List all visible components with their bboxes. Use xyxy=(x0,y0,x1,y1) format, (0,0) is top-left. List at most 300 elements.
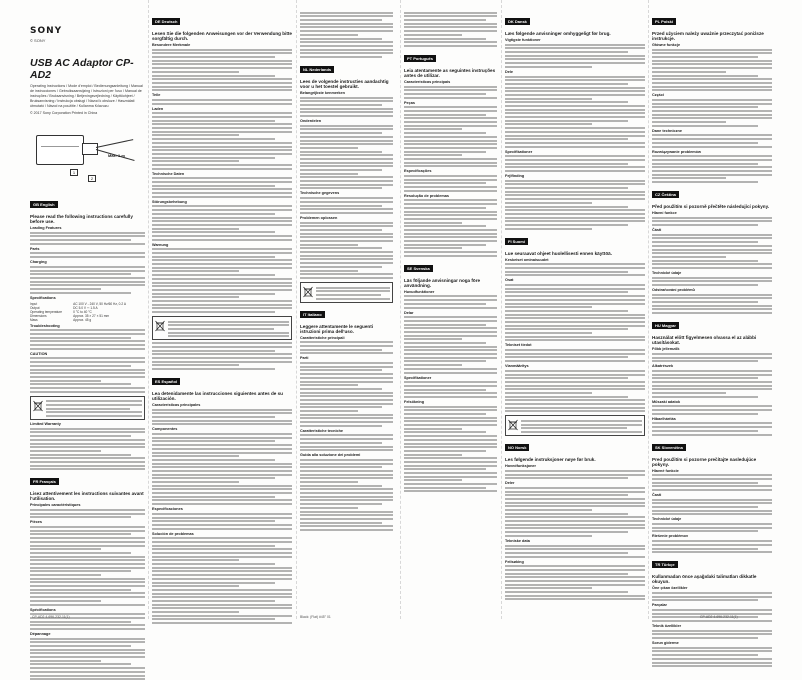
heading-sk: Pred použitím si pozorne prečítajte nasledujúce pokyny. xyxy=(652,456,757,467)
text-line xyxy=(505,580,645,582)
text-line xyxy=(152,120,275,122)
text-line xyxy=(652,596,772,598)
text-line xyxy=(316,290,390,292)
text-line xyxy=(152,134,239,136)
text-line xyxy=(30,671,145,673)
weee-notice xyxy=(30,396,145,420)
text-line xyxy=(505,349,645,351)
text-line xyxy=(152,149,292,151)
text-line xyxy=(505,509,592,511)
text-line xyxy=(152,444,292,446)
text-line xyxy=(404,255,497,257)
text-line xyxy=(652,422,772,424)
paragraph-block xyxy=(152,112,292,169)
heading-cz: Před použitím si pozorně přečtěte následující pokyny. xyxy=(652,204,770,209)
text-line xyxy=(404,233,497,235)
paragraph-block xyxy=(152,342,292,370)
heading-es: Lea detenidamente las instrucciones siguientes antes de su utilización. xyxy=(152,390,283,401)
text-line xyxy=(404,483,497,485)
paragraph-block xyxy=(404,199,497,256)
text-line xyxy=(505,332,592,334)
text-line xyxy=(152,513,292,515)
text-line xyxy=(316,294,381,296)
text-line xyxy=(152,67,292,69)
text-line xyxy=(300,529,393,531)
text-line xyxy=(505,213,645,215)
text-line xyxy=(30,509,145,511)
text-line xyxy=(404,203,497,205)
text-line xyxy=(652,513,772,515)
text-line xyxy=(30,578,145,580)
text-line xyxy=(30,435,131,437)
text-line xyxy=(505,98,592,100)
text-line xyxy=(505,51,628,53)
text-line xyxy=(300,522,382,524)
text-line xyxy=(505,109,645,111)
text-line xyxy=(30,337,131,339)
column-de-es xyxy=(152,10,292,609)
text-line xyxy=(404,89,497,91)
text-line xyxy=(652,482,758,484)
paragraph-block xyxy=(652,155,772,183)
text-line xyxy=(300,466,382,468)
text-line xyxy=(152,307,292,309)
subheading-trouble-it: Guida alla soluzione dei problemi xyxy=(300,453,361,458)
text-line xyxy=(404,23,497,25)
text-line xyxy=(404,303,486,305)
text-line xyxy=(404,349,497,351)
text-line xyxy=(505,524,645,526)
text-line xyxy=(652,370,772,372)
max-length-label: Max. 1 m xyxy=(108,153,125,158)
text-line xyxy=(300,481,358,483)
section-band-en: GB English xyxy=(30,201,58,208)
text-line xyxy=(300,349,382,351)
callout-1: 1 xyxy=(70,169,78,176)
text-line xyxy=(652,658,772,660)
paragraph-block xyxy=(152,537,292,624)
text-line xyxy=(152,116,292,118)
text-line xyxy=(152,448,292,450)
text-line xyxy=(300,518,393,520)
paragraph-block xyxy=(300,222,393,279)
text-line xyxy=(404,409,497,411)
text-line xyxy=(652,89,772,91)
fold-line xyxy=(648,0,649,619)
spec-cell: DC 5.0 V ⎓ 1.5 A xyxy=(73,305,98,310)
text-line xyxy=(505,494,628,496)
text-line xyxy=(505,477,628,479)
text-line xyxy=(505,120,628,122)
text-line xyxy=(300,45,393,47)
text-line xyxy=(300,128,393,130)
text-line xyxy=(505,123,592,125)
text-line xyxy=(152,528,292,530)
text-line xyxy=(404,490,497,492)
text-line xyxy=(300,97,393,99)
text-line xyxy=(30,663,131,665)
text-line xyxy=(505,146,645,148)
text-line xyxy=(30,387,145,389)
paragraph-block xyxy=(521,418,642,433)
text-line xyxy=(152,146,292,148)
paragraph-block xyxy=(652,523,772,532)
text-line xyxy=(505,87,645,89)
heading-pl: Przed użyciem należy uważnie przeczytać poniższe instrukcje. xyxy=(652,31,764,41)
text-line xyxy=(505,396,628,398)
text-line xyxy=(505,166,645,168)
text-line xyxy=(152,517,292,519)
subheading-parts-pl: Części xyxy=(652,93,665,98)
text-line xyxy=(521,431,642,433)
text-line xyxy=(152,188,292,190)
text-line xyxy=(652,662,772,664)
text-line xyxy=(652,284,758,286)
subheading-caution-en: CAUTION xyxy=(30,351,48,356)
subheading-specs-de: Technische Daten xyxy=(152,171,185,176)
text-line xyxy=(300,147,358,149)
heading-nl: Lees de volgende instructies aandachtig voor u het toestel gebruikt. xyxy=(300,78,389,89)
text-line xyxy=(652,592,772,594)
text-line xyxy=(505,47,645,49)
paragraph-block xyxy=(652,234,772,269)
text-line xyxy=(300,229,382,231)
subheading-features-pt: Características principais xyxy=(404,79,451,84)
subheading-specs-sk: Technické údaje xyxy=(652,517,682,522)
paragraph-block xyxy=(404,175,497,192)
subheading-trouble-hu: Hibaelhárítás xyxy=(652,416,676,421)
text-line xyxy=(505,194,645,196)
text-line xyxy=(505,105,645,107)
text-line xyxy=(152,541,292,543)
paragraph-block xyxy=(152,205,292,240)
fold-line xyxy=(296,0,297,619)
text-line xyxy=(152,470,292,472)
text-line xyxy=(505,79,645,81)
text-line xyxy=(404,38,486,40)
text-line xyxy=(152,477,275,479)
text-line xyxy=(652,125,758,127)
text-line xyxy=(505,556,645,558)
text-line xyxy=(505,55,645,57)
section-band-es: ES Español xyxy=(152,378,180,385)
text-line xyxy=(652,385,772,387)
text-line xyxy=(30,585,145,587)
text-line xyxy=(404,158,497,160)
text-line xyxy=(152,71,239,73)
text-line xyxy=(521,424,642,426)
text-line xyxy=(505,191,645,193)
text-line xyxy=(652,301,758,303)
text-line xyxy=(404,335,497,337)
text-line xyxy=(152,433,292,435)
subheading-trouble-sk: Riešenie problémov xyxy=(652,534,689,539)
text-line xyxy=(505,321,645,323)
text-line xyxy=(152,567,292,569)
text-line xyxy=(505,90,645,92)
text-line xyxy=(152,556,292,558)
text-line xyxy=(300,30,393,32)
text-line xyxy=(652,474,772,476)
subheading-specs-tr: Teknik özellikler xyxy=(652,624,682,628)
text-line xyxy=(152,545,275,547)
text-line xyxy=(505,388,645,390)
text-line xyxy=(404,114,486,116)
text-line xyxy=(404,132,486,134)
text-line xyxy=(505,399,645,401)
text-line xyxy=(300,165,393,167)
text-line xyxy=(30,621,131,623)
text-line xyxy=(152,524,292,526)
text-line xyxy=(404,140,497,142)
text-line xyxy=(300,184,393,186)
text-line xyxy=(505,170,645,172)
paragraph-block xyxy=(505,565,645,600)
text-line xyxy=(505,112,645,114)
text-line xyxy=(300,56,382,58)
text-line xyxy=(652,305,772,307)
text-line xyxy=(300,108,393,110)
text-line xyxy=(152,205,292,207)
text-line xyxy=(300,345,393,347)
text-line xyxy=(152,409,292,411)
text-line xyxy=(300,499,393,501)
text-line xyxy=(30,638,145,640)
paragraph-block xyxy=(652,422,772,435)
subheading-trouble-cz: Odstraňování problémů xyxy=(652,288,695,292)
text-line xyxy=(152,311,275,313)
text-line xyxy=(30,454,131,456)
subheading-features-sk: Hlavné funkcie xyxy=(652,468,679,473)
subheading-parts-it: Parti xyxy=(300,356,309,361)
text-line xyxy=(652,357,772,359)
text-line xyxy=(300,154,393,156)
text-line xyxy=(652,499,772,501)
text-line xyxy=(300,470,393,472)
text-line xyxy=(30,232,145,234)
text-line xyxy=(300,442,382,444)
text-line xyxy=(152,248,292,250)
text-line xyxy=(30,596,145,598)
text-line xyxy=(152,578,292,580)
text-line xyxy=(652,405,772,407)
text-line xyxy=(300,410,358,412)
text-line xyxy=(404,30,497,32)
text-line xyxy=(300,511,393,513)
crossed-bin-icon xyxy=(33,399,43,411)
text-line xyxy=(505,545,645,547)
text-line xyxy=(404,468,486,470)
column-dk-fi-no xyxy=(505,10,645,609)
text-line xyxy=(505,317,645,319)
text-line xyxy=(300,362,393,364)
text-line xyxy=(505,224,628,226)
text-line xyxy=(505,209,645,211)
text-line xyxy=(652,181,758,183)
text-line xyxy=(652,650,772,652)
text-line xyxy=(30,340,145,342)
text-line xyxy=(404,179,497,181)
section-band-no: NO Norsk xyxy=(505,444,529,451)
text-line xyxy=(152,552,292,554)
text-line xyxy=(505,552,628,554)
text-line xyxy=(652,665,772,667)
sony-mark: © SONY xyxy=(30,38,46,43)
text-line xyxy=(30,628,145,630)
section-band-it: IT Italiano xyxy=(300,311,325,318)
text-line xyxy=(652,551,772,553)
text-line xyxy=(505,498,645,500)
text-line xyxy=(152,99,292,101)
subheading-specs-cz: Technické údaje xyxy=(652,270,682,275)
text-line xyxy=(300,477,393,479)
text-line xyxy=(152,563,275,565)
spec-cell: AC 100 V - 240 V, 50 Hz/60 Hz, 0.2 A xyxy=(73,301,126,306)
weee-notice xyxy=(505,415,645,436)
text-line xyxy=(152,485,292,487)
text-line xyxy=(652,353,772,355)
text-line xyxy=(652,155,772,157)
heading-hu: Használat előtt figyelmesen olvassa el az alábbi utasításokat. xyxy=(652,335,757,346)
paragraph-block xyxy=(30,526,145,605)
text-line xyxy=(652,599,758,601)
text-line xyxy=(30,660,101,662)
text-line xyxy=(30,592,145,594)
text-line xyxy=(152,196,292,198)
text-line xyxy=(300,377,393,379)
text-line xyxy=(652,166,772,168)
text-line xyxy=(404,190,497,192)
text-line xyxy=(505,116,645,118)
text-line xyxy=(652,478,772,480)
text-line xyxy=(404,417,497,419)
spec-cell: Mass xyxy=(30,317,38,322)
text-line xyxy=(404,12,497,14)
text-line xyxy=(300,434,393,436)
text-line xyxy=(652,374,772,376)
text-line xyxy=(300,417,393,419)
text-line xyxy=(300,485,382,487)
text-line xyxy=(30,675,145,677)
subheading-features-nl: Belangrijkste kenmerken xyxy=(300,90,345,95)
text-line xyxy=(30,277,145,279)
text-line xyxy=(152,285,292,287)
text-line xyxy=(652,510,772,512)
text-line xyxy=(30,570,131,572)
text-line xyxy=(652,78,772,80)
paragraph-block xyxy=(404,295,497,308)
text-line xyxy=(152,56,275,58)
text-line xyxy=(30,281,145,283)
heading-de: Lesen Sie die folgenden Anweisungen vor der Verwendung bitte sorgfältig durch. xyxy=(152,31,292,41)
text-line xyxy=(300,212,393,214)
subheading-features-pl: Główne funkcje xyxy=(652,43,681,47)
text-line xyxy=(152,503,292,505)
text-line xyxy=(152,252,292,254)
subheading-features-tr: Öne çıkan özellikler xyxy=(652,586,688,591)
subheading-parts-es: Componentes xyxy=(152,427,178,432)
text-line xyxy=(652,249,772,251)
text-line xyxy=(30,649,145,651)
text-line xyxy=(505,131,645,133)
text-line xyxy=(30,380,101,382)
text-line xyxy=(152,437,292,439)
text-line xyxy=(30,348,145,350)
heading-it: Leggere attentamente le seguenti istruzioni prima dell'uso. xyxy=(300,323,374,334)
text-line xyxy=(300,125,393,127)
section-band-pt: PT Português xyxy=(404,55,436,62)
text-line xyxy=(30,273,131,275)
text-line xyxy=(152,160,239,162)
text-line xyxy=(30,465,145,467)
text-line xyxy=(30,443,145,445)
subheading-trouble-en: Troubleshooting xyxy=(30,323,60,328)
text-line xyxy=(152,459,275,461)
text-line xyxy=(404,41,497,43)
text-line xyxy=(404,117,497,119)
text-line xyxy=(152,228,239,230)
text-line xyxy=(652,99,772,101)
text-line xyxy=(30,357,145,359)
text-line xyxy=(152,420,292,422)
paragraph-block xyxy=(652,370,772,398)
text-line xyxy=(505,267,645,269)
text-line xyxy=(652,177,726,179)
text-line xyxy=(168,324,289,326)
text-line xyxy=(505,491,645,493)
text-line xyxy=(152,346,292,348)
text-line xyxy=(505,569,645,571)
footer-code-left: CP-AD2 4-696-232-11(1) xyxy=(32,615,70,619)
text-line xyxy=(404,353,497,355)
paragraph-block xyxy=(30,357,145,392)
text-line xyxy=(152,278,292,280)
text-line xyxy=(300,26,393,28)
text-line xyxy=(505,303,645,305)
text-line xyxy=(505,325,645,327)
weee-notice xyxy=(152,316,292,340)
text-line xyxy=(152,89,292,91)
text-line xyxy=(30,652,145,654)
text-line xyxy=(652,260,758,262)
text-line xyxy=(30,552,131,554)
text-line xyxy=(652,413,758,415)
text-line xyxy=(152,593,292,595)
text-line xyxy=(652,82,772,84)
text-line xyxy=(152,82,292,84)
text-line xyxy=(505,183,645,185)
text-line xyxy=(152,231,275,233)
subheading-parts-nl: Onderdelen xyxy=(300,119,322,124)
text-line xyxy=(152,127,292,129)
text-line xyxy=(505,591,628,593)
text-line xyxy=(521,420,642,422)
text-line xyxy=(404,435,497,437)
text-line xyxy=(505,101,628,103)
paragraph-block xyxy=(300,434,393,451)
footer-print-note: Black: (Flat) #45° 01 xyxy=(300,615,331,619)
subheading-warranty-en: Limited Warranty xyxy=(30,422,61,427)
text-line xyxy=(404,357,497,359)
text-line xyxy=(300,104,382,106)
text-line xyxy=(152,293,275,295)
text-line xyxy=(152,499,292,501)
text-line xyxy=(652,426,772,428)
text-line xyxy=(652,548,758,550)
text-line xyxy=(404,143,497,145)
text-line xyxy=(300,12,393,14)
text-line xyxy=(300,262,393,264)
